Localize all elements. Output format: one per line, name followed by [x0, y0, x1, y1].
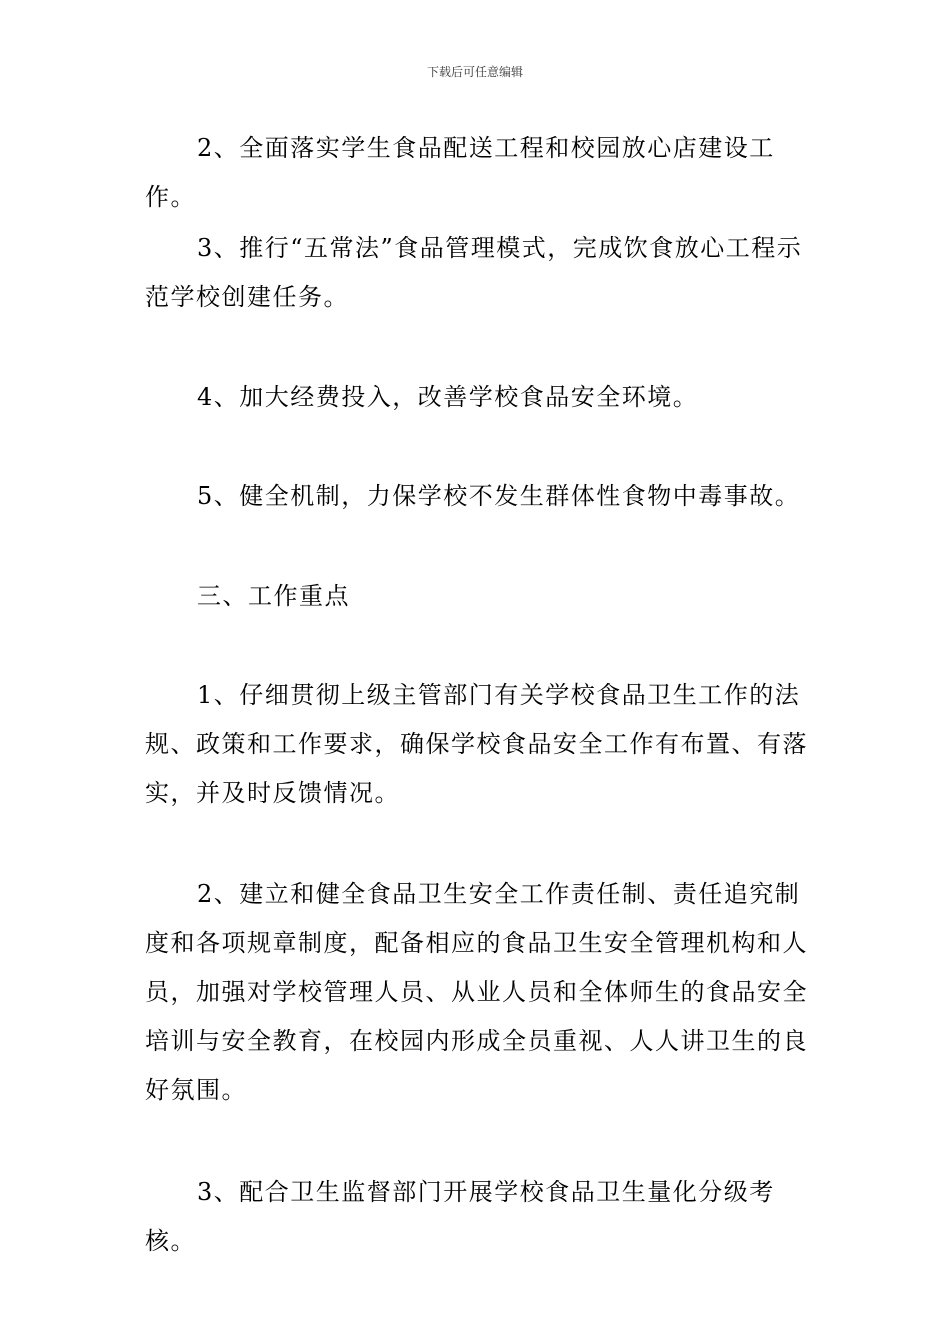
paragraph-text: 1、仔细贯彻上级主管部门有关学校食品卫生工作的法规、政策和工作要求，确保学校食品安全工作有布置、有落实，并及时反馈情况。	[145, 681, 808, 807]
paragraph-text: 5、健全机制，力保学校不发生群体性食物中毒事故。	[197, 482, 801, 510]
paragraph-goal-3	[145, 224, 815, 322]
paragraph-text: 3、推行“五常法”食品管理模式，完成饮食放心工程示范学校创建任务。	[145, 234, 803, 311]
paragraph-text: 2、全面落实学生食品配送工程和校园放心店建设工作。	[145, 134, 775, 211]
paragraph-text: 2、建立和健全食品卫生安全工作责任制、责任追究制度和各项规章制度，配备相应的食品卫生安全管理机构和人员，加强对学校管理人员、从业人员和全体师生的食品安全培训与安全教育，在校园内形成全员重视、人人讲卫生的良好氛围。	[145, 880, 808, 1104]
paragraph-goal-5	[145, 472, 815, 521]
paragraph-text: 4、加大经费投入，改善学校食品安全环境。	[197, 383, 699, 411]
paragraph-focus-2	[145, 870, 815, 1115]
paragraph-text: 3、配合卫生监督部门开展学校食品卫生量化分级考核。	[145, 1178, 775, 1255]
paragraph-goal-2	[145, 124, 815, 222]
paragraph-focus-3	[145, 1168, 815, 1266]
section-heading: 三、工作重点	[197, 582, 350, 610]
section-heading-work-focus	[145, 572, 815, 621]
paragraph-goal-4	[145, 373, 815, 422]
page-header-note: 下载后可任意编辑	[426, 65, 523, 79]
paragraph-focus-1	[145, 671, 815, 818]
